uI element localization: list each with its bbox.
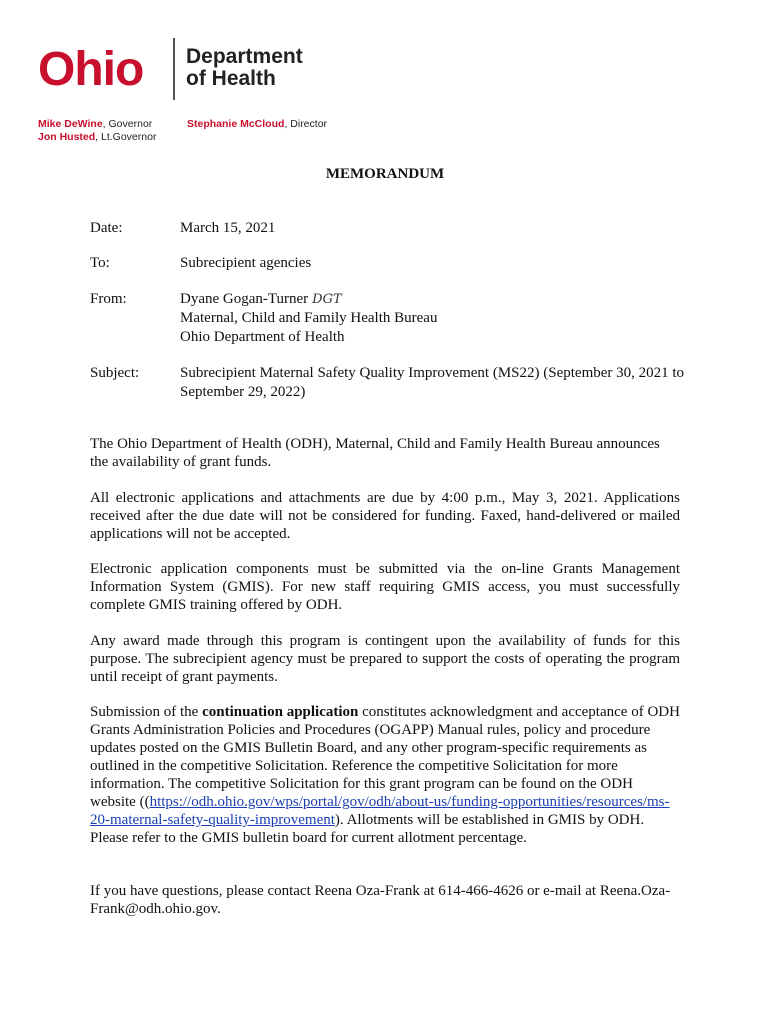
subject-label: Subject: bbox=[90, 365, 140, 381]
p5-text-post: ). Allotments will be established in GMIS by ODH. Please refer to the GMIS bulletin board for current allotment percentage. bbox=[90, 812, 645, 846]
from-name: Dyane Gogan-Turner bbox=[180, 291, 309, 307]
p5-bold-term: continuation application bbox=[202, 704, 359, 720]
from-department: Ohio Department of Health bbox=[180, 329, 345, 345]
memo-title: MEMORANDUM bbox=[325, 166, 445, 182]
paragraph-deadline: All electronic applications and attachments are due by 4:00 p.m., May 3, 2021. Applications received after the due date will not be considered for funding. Faxed, hand-delivered or mailed applications will not be accepted. bbox=[90, 490, 680, 542]
from-value bbox=[180, 290, 690, 347]
governor-block bbox=[38, 118, 156, 144]
lt-governor-name: Jon Husted bbox=[38, 131, 96, 143]
odh-logo bbox=[38, 36, 303, 108]
director-title: , Director bbox=[284, 118, 328, 130]
logo-dept-line1: Department bbox=[186, 45, 303, 68]
to-label: To: bbox=[90, 255, 110, 271]
governor-title: , Governor bbox=[102, 118, 153, 130]
subject-value: Subrecipient Maternal Safety Quality Improvement (MS22) (September 30, 2021 to September 29, 2022) bbox=[180, 365, 685, 400]
to-value: Subrecipient agencies bbox=[180, 255, 312, 271]
paragraph-contact: If you have questions, please contact Reena Oza-Frank at 614-466-4626 or e-mail at Reena.Oza-Frank@odh.ohio.gov. bbox=[90, 883, 671, 917]
paragraph-continuation bbox=[90, 703, 680, 847]
odh-funding-link[interactable]: https://odh.ohio.gov/wps/portal/gov/odh/about-us/funding-opportunities/resources/ms-20-maternal-safety-quality-improvement bbox=[90, 794, 670, 828]
lt-governor-title: , Lt.Governor bbox=[95, 131, 157, 143]
from-label: From: bbox=[90, 291, 127, 307]
logo-ohio-wordmark: Ohio bbox=[38, 43, 144, 96]
date-label: Date: bbox=[90, 220, 123, 236]
director-name: Stephanie McCloud bbox=[187, 118, 285, 130]
paragraph-announcement: The Ohio Department of Health (ODH), Maternal, Child and Family Health Bureau announces the availability of grant funds. bbox=[90, 436, 660, 470]
from-bureau: Maternal, Child and Family Health Bureau bbox=[180, 310, 438, 326]
paragraph-award: Any award made through this program is contingent upon the availability of funds for this purpose. The subrecipient agency must be prepared to support the costs of operating the program until receipt of grant payments. bbox=[90, 633, 680, 685]
date-value: March 15, 2021 bbox=[180, 220, 276, 236]
from-initials-signature: DGT bbox=[312, 292, 342, 307]
director-block bbox=[187, 118, 327, 131]
p5-text-mid: constitutes acknowledgment and acceptance of ODH Grants Administration Policies and Procedures (OGAPP) Manual rules, policy and procedure updates posted on the GMIS Bulletin Board, and any other program-specific requirements as outlined in the competitive Solicitation. Reference the competitive Solicitation for more information. The competitive Solicitation for this grant program can be found on the ODH website (( bbox=[90, 704, 680, 810]
governor-name: Mike DeWine bbox=[38, 118, 103, 130]
logo-divider bbox=[173, 38, 175, 100]
logo-dept-line2: of Health bbox=[186, 67, 276, 90]
logo-department-text bbox=[186, 46, 303, 90]
p5-text-pre: Submission of the bbox=[90, 704, 203, 720]
paragraph-gmis: Electronic application components must be submitted via the on-line Grants Management Information System (GMIS). For new staff requiring GMIS access, you must successfully complete GMIS training offered by ODH. bbox=[90, 561, 680, 613]
